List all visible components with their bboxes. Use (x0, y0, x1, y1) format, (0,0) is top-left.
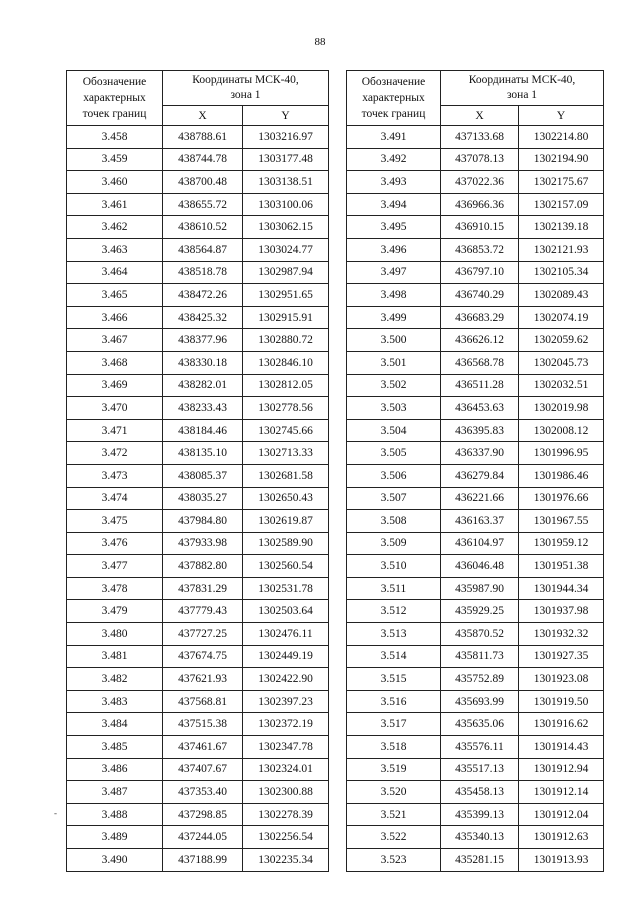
x-coordinate-cell: 437933.98 (163, 532, 243, 555)
x-coordinate-cell: 438788.61 (163, 126, 243, 149)
coord-system-line1: Координаты МСК-40, (192, 74, 299, 86)
coord-system-line1: Координаты МСК-40, (468, 74, 576, 86)
point-id-cell: 3.489 (67, 826, 163, 849)
page-number: 88 (314, 36, 326, 48)
x-coordinate-cell: 436453.63 (441, 397, 519, 420)
point-id-cell: 3.511 (347, 577, 441, 600)
x-coordinate-cell: 436395.83 (441, 419, 519, 442)
table-row (67, 126, 329, 149)
x-coordinate-cell: 436910.15 (441, 216, 519, 239)
point-id-cell: 3.520 (347, 781, 441, 804)
y-coordinate-cell: 1303024.77 (243, 238, 329, 261)
point-id-cell: 3.465 (67, 284, 163, 307)
point-id-cell: 3.486 (67, 758, 163, 781)
y-coordinate-cell: 1302713.33 (243, 442, 329, 465)
table-row (67, 238, 329, 261)
table-row (347, 487, 604, 510)
x-column-header: X (441, 106, 519, 126)
table-row (347, 758, 604, 781)
y-coordinate-cell: 1301986.46 (519, 464, 604, 487)
y-coordinate-cell: 1302650.43 (243, 487, 329, 510)
point-id-cell: 3.517 (347, 713, 441, 736)
point-id-cell: 3.505 (347, 442, 441, 465)
table-row (347, 803, 604, 826)
table-row (67, 351, 329, 374)
x-coordinate-cell: 435458.13 (441, 781, 519, 804)
point-id-cell: 3.495 (347, 216, 441, 239)
point-id-cell: 3.476 (67, 532, 163, 555)
y-coordinate-cell: 1302589.90 (243, 532, 329, 555)
table-row (347, 713, 604, 736)
table-row (347, 826, 604, 849)
y-coordinate-cell: 1301976.66 (519, 487, 604, 510)
x-coordinate-cell: 438377.96 (163, 329, 243, 352)
table-row (67, 442, 329, 465)
y-coordinate-cell: 1302278.39 (243, 803, 329, 826)
table-row (347, 600, 604, 623)
x-coordinate-cell: 436046.48 (441, 555, 519, 578)
point-id-cell: 3.510 (347, 555, 441, 578)
point-id-cell: 3.469 (67, 374, 163, 397)
table-row (347, 284, 604, 307)
table-row (347, 126, 604, 149)
y-coordinate-cell: 1302175.67 (519, 171, 604, 194)
y-coordinate-cell: 1302139.18 (519, 216, 604, 239)
x-coordinate-cell: 436511.28 (441, 374, 519, 397)
table-row (67, 329, 329, 352)
table-row (347, 577, 604, 600)
x-coordinate-cell: 437831.29 (163, 577, 243, 600)
point-id-cell: 3.494 (347, 193, 441, 216)
table-row (67, 623, 329, 646)
point-id-cell: 3.504 (347, 419, 441, 442)
table-row (67, 419, 329, 442)
x-coordinate-cell: 435399.13 (441, 803, 519, 826)
y-coordinate-cell: 1302074.19 (519, 306, 604, 329)
point-id-cell: 3.514 (347, 645, 441, 668)
y-coordinate-cell: 1301912.94 (519, 758, 604, 781)
x-coordinate-cell: 438085.37 (163, 464, 243, 487)
x-coordinate-cell: 435752.89 (441, 668, 519, 691)
table-row (347, 419, 604, 442)
coord-system-header (163, 71, 329, 106)
y-coordinate-cell: 1303062.15 (243, 216, 329, 239)
x-coordinate-cell: 436797.10 (441, 261, 519, 284)
y-column-header: Y (243, 106, 329, 126)
y-coordinate-cell: 1301996.95 (519, 442, 604, 465)
x-coordinate-cell: 438655.72 (163, 193, 243, 216)
point-id-cell: 3.497 (347, 261, 441, 284)
point-id-cell: 3.471 (67, 419, 163, 442)
point-id-cell: 3.482 (67, 668, 163, 691)
y-coordinate-cell: 1302476.11 (243, 623, 329, 646)
x-coordinate-cell: 436221.66 (441, 487, 519, 510)
x-coordinate-cell: 437078.13 (441, 148, 519, 171)
table-row (347, 736, 604, 759)
table-row (67, 284, 329, 307)
y-coordinate-cell: 1302121.93 (519, 238, 604, 261)
table-row (67, 464, 329, 487)
point-id-cell: 3.506 (347, 464, 441, 487)
y-coordinate-cell: 1302235.34 (243, 849, 329, 872)
table-row (347, 171, 604, 194)
y-coordinate-cell: 1302880.72 (243, 329, 329, 352)
table-row (347, 397, 604, 420)
point-id-cell: 3.477 (67, 555, 163, 578)
x-coordinate-cell: 437779.43 (163, 600, 243, 623)
point-id-cell: 3.522 (347, 826, 441, 849)
point-id-cell: 3.496 (347, 238, 441, 261)
y-coordinate-cell: 1301944.34 (519, 577, 604, 600)
y-coordinate-cell: 1302019.98 (519, 397, 604, 420)
table-row (67, 781, 329, 804)
x-coordinate-cell: 437984.80 (163, 510, 243, 533)
table-row (67, 645, 329, 668)
y-coordinate-cell: 1302300.88 (243, 781, 329, 804)
boundary-point-header: Обозначение характерных точек границ (347, 71, 441, 126)
table-row (347, 623, 604, 646)
y-coordinate-cell: 1301951.38 (519, 555, 604, 578)
x-coordinate-cell: 436104.97 (441, 532, 519, 555)
y-coordinate-cell: 1303138.51 (243, 171, 329, 194)
y-coordinate-cell: 1301923.08 (519, 668, 604, 691)
table-row (347, 781, 604, 804)
x-coordinate-cell: 438035.27 (163, 487, 243, 510)
x-coordinate-cell: 438135.10 (163, 442, 243, 465)
y-coordinate-cell: 1302422.90 (243, 668, 329, 691)
y-coordinate-cell: 1302347.78 (243, 736, 329, 759)
point-id-cell: 3.485 (67, 736, 163, 759)
point-id-cell: 3.470 (67, 397, 163, 420)
y-coordinate-cell: 1302503.64 (243, 600, 329, 623)
table-row (347, 216, 604, 239)
x-coordinate-cell: 435340.13 (441, 826, 519, 849)
point-id-cell: 3.523 (347, 849, 441, 872)
y-coordinate-cell: 1302008.12 (519, 419, 604, 442)
x-coordinate-cell: 435635.06 (441, 713, 519, 736)
y-coordinate-cell: 1302256.54 (243, 826, 329, 849)
table-row (67, 577, 329, 600)
x-coordinate-cell: 436626.12 (441, 329, 519, 352)
y-coordinate-cell: 1301937.98 (519, 600, 604, 623)
point-id-cell: 3.488 (67, 803, 163, 826)
x-coordinate-cell: 437674.75 (163, 645, 243, 668)
point-id-cell: 3.466 (67, 306, 163, 329)
y-coordinate-cell: 1301967.55 (519, 510, 604, 533)
x-coordinate-cell: 437133.68 (441, 126, 519, 149)
y-coordinate-cell: 1302089.43 (519, 284, 604, 307)
table-row (347, 510, 604, 533)
point-id-cell: 3.468 (67, 351, 163, 374)
table-row (67, 510, 329, 533)
x-coordinate-cell: 437568.81 (163, 690, 243, 713)
margin-mark: - (54, 808, 57, 818)
table-row (67, 690, 329, 713)
table-row (347, 442, 604, 465)
table-row (347, 555, 604, 578)
table-row (67, 803, 329, 826)
table-row (67, 216, 329, 239)
x-coordinate-cell: 435811.73 (441, 645, 519, 668)
y-coordinate-cell: 1301919.50 (519, 690, 604, 713)
x-coordinate-cell: 436966.36 (441, 193, 519, 216)
y-coordinate-cell: 1301927.35 (519, 645, 604, 668)
table-row (347, 306, 604, 329)
y-coordinate-cell: 1301914.43 (519, 736, 604, 759)
table-row (67, 148, 329, 171)
coord-system-header (441, 71, 604, 106)
table-row (347, 849, 604, 872)
x-coordinate-cell: 436163.37 (441, 510, 519, 533)
x-coordinate-cell: 438233.43 (163, 397, 243, 420)
y-coordinate-cell: 1302105.34 (519, 261, 604, 284)
table-row (67, 600, 329, 623)
point-id-cell: 3.458 (67, 126, 163, 149)
y-coordinate-cell: 1302619.87 (243, 510, 329, 533)
point-id-cell: 3.474 (67, 487, 163, 510)
point-id-cell: 3.512 (347, 600, 441, 623)
x-coordinate-cell: 437515.38 (163, 713, 243, 736)
x-coordinate-cell: 436279.84 (441, 464, 519, 487)
point-id-cell: 3.493 (347, 171, 441, 194)
point-id-cell: 3.490 (67, 849, 163, 872)
point-id-cell: 3.491 (347, 126, 441, 149)
point-id-cell: 3.462 (67, 216, 163, 239)
table-row (67, 487, 329, 510)
point-id-cell: 3.478 (67, 577, 163, 600)
table-row (67, 849, 329, 872)
x-coordinate-cell: 438184.46 (163, 419, 243, 442)
x-coordinate-cell: 436740.29 (441, 284, 519, 307)
y-coordinate-cell: 1302560.54 (243, 555, 329, 578)
table-row (67, 758, 329, 781)
table-row (347, 351, 604, 374)
y-coordinate-cell: 1303100.06 (243, 193, 329, 216)
table-row (67, 193, 329, 216)
coordinates-table-left (66, 70, 329, 872)
point-id-cell: 3.507 (347, 487, 441, 510)
point-id-cell: 3.464 (67, 261, 163, 284)
y-coordinate-cell: 1302987.94 (243, 261, 329, 284)
point-id-cell: 3.492 (347, 148, 441, 171)
y-coordinate-cell: 1302745.66 (243, 419, 329, 442)
y-coordinate-cell: 1302214.80 (519, 126, 604, 149)
point-id-cell: 3.502 (347, 374, 441, 397)
table-row (67, 668, 329, 691)
x-coordinate-cell: 437882.80 (163, 555, 243, 578)
y-coordinate-cell: 1302951.65 (243, 284, 329, 307)
y-coordinate-cell: 1303177.48 (243, 148, 329, 171)
y-coordinate-cell: 1301913.93 (519, 849, 604, 872)
x-coordinate-cell: 438744.78 (163, 148, 243, 171)
x-coordinate-cell: 437461.67 (163, 736, 243, 759)
table-row (347, 532, 604, 555)
x-coordinate-cell: 437353.40 (163, 781, 243, 804)
point-id-cell: 3.487 (67, 781, 163, 804)
y-coordinate-cell: 1302324.01 (243, 758, 329, 781)
x-coordinate-cell: 437298.85 (163, 803, 243, 826)
table-row (347, 261, 604, 284)
x-coordinate-cell: 438518.78 (163, 261, 243, 284)
table-row (347, 329, 604, 352)
x-coordinate-cell: 438564.87 (163, 238, 243, 261)
coordinates-table-right (346, 70, 604, 872)
point-id-cell: 3.513 (347, 623, 441, 646)
x-coordinate-cell: 438425.32 (163, 306, 243, 329)
point-id-cell: 3.498 (347, 284, 441, 307)
x-coordinate-cell: 435576.11 (441, 736, 519, 759)
x-coordinate-cell: 438282.01 (163, 374, 243, 397)
point-id-cell: 3.467 (67, 329, 163, 352)
x-coordinate-cell: 437244.05 (163, 826, 243, 849)
y-coordinate-cell: 1302915.91 (243, 306, 329, 329)
x-coordinate-cell: 438472.26 (163, 284, 243, 307)
y-coordinate-cell: 1302194.90 (519, 148, 604, 171)
point-id-cell: 3.461 (67, 193, 163, 216)
point-id-cell: 3.503 (347, 397, 441, 420)
table-row (347, 690, 604, 713)
x-coordinate-cell: 435987.90 (441, 577, 519, 600)
x-coordinate-cell: 435693.99 (441, 690, 519, 713)
x-column-header: X (163, 106, 243, 126)
y-coordinate-cell: 1301959.12 (519, 532, 604, 555)
point-id-cell: 3.508 (347, 510, 441, 533)
y-coordinate-cell: 1302045.73 (519, 351, 604, 374)
y-coordinate-cell: 1302397.23 (243, 690, 329, 713)
point-id-cell: 3.521 (347, 803, 441, 826)
table-row (67, 826, 329, 849)
point-id-cell: 3.481 (67, 645, 163, 668)
coord-system-line2: зона 1 (230, 89, 261, 101)
boundary-point-header: Обозначение характерных точек границ (67, 71, 163, 126)
y-coordinate-cell: 1302681.58 (243, 464, 329, 487)
table-row (67, 555, 329, 578)
point-id-cell: 3.460 (67, 171, 163, 194)
point-id-cell: 3.483 (67, 690, 163, 713)
x-coordinate-cell: 437188.99 (163, 849, 243, 872)
x-coordinate-cell: 437621.93 (163, 668, 243, 691)
y-coordinate-cell: 1302778.56 (243, 397, 329, 420)
x-coordinate-cell: 436853.72 (441, 238, 519, 261)
point-id-cell: 3.480 (67, 623, 163, 646)
y-coordinate-cell: 1302531.78 (243, 577, 329, 600)
table-row (67, 532, 329, 555)
table-row (67, 713, 329, 736)
x-coordinate-cell: 436683.29 (441, 306, 519, 329)
table-row (67, 171, 329, 194)
coord-system-line2: зона 1 (506, 89, 538, 101)
table-row (347, 148, 604, 171)
y-coordinate-cell: 1302157.09 (519, 193, 604, 216)
point-id-cell: 3.516 (347, 690, 441, 713)
x-coordinate-cell: 435517.13 (441, 758, 519, 781)
table-row (347, 668, 604, 691)
y-coordinate-cell: 1302449.19 (243, 645, 329, 668)
table-row (347, 374, 604, 397)
table-row (347, 193, 604, 216)
y-coordinate-cell: 1302846.10 (243, 351, 329, 374)
point-id-cell: 3.501 (347, 351, 441, 374)
table-row (67, 261, 329, 284)
y-coordinate-cell: 1301912.63 (519, 826, 604, 849)
point-id-cell: 3.499 (347, 306, 441, 329)
point-id-cell: 3.459 (67, 148, 163, 171)
x-coordinate-cell: 435929.25 (441, 600, 519, 623)
point-id-cell: 3.472 (67, 442, 163, 465)
y-coordinate-cell: 1301912.04 (519, 803, 604, 826)
point-id-cell: 3.518 (347, 736, 441, 759)
point-id-cell: 3.463 (67, 238, 163, 261)
x-coordinate-cell: 435870.52 (441, 623, 519, 646)
y-coordinate-cell: 1301932.32 (519, 623, 604, 646)
point-id-cell: 3.515 (347, 668, 441, 691)
y-coordinate-cell: 1302812.05 (243, 374, 329, 397)
point-id-cell: 3.473 (67, 464, 163, 487)
table-row (67, 306, 329, 329)
point-id-cell: 3.484 (67, 713, 163, 736)
y-coordinate-cell: 1303216.97 (243, 126, 329, 149)
x-coordinate-cell: 438700.48 (163, 171, 243, 194)
x-coordinate-cell: 435281.15 (441, 849, 519, 872)
x-coordinate-cell: 437022.36 (441, 171, 519, 194)
point-id-cell: 3.519 (347, 758, 441, 781)
y-coordinate-cell: 1302059.62 (519, 329, 604, 352)
point-id-cell: 3.479 (67, 600, 163, 623)
table-row (347, 238, 604, 261)
table-row (67, 374, 329, 397)
y-coordinate-cell: 1301916.62 (519, 713, 604, 736)
point-id-cell: 3.475 (67, 510, 163, 533)
x-coordinate-cell: 438330.18 (163, 351, 243, 374)
point-id-cell: 3.509 (347, 532, 441, 555)
table-row (347, 645, 604, 668)
table-row (67, 736, 329, 759)
y-coordinate-cell: 1302032.51 (519, 374, 604, 397)
x-coordinate-cell: 436337.90 (441, 442, 519, 465)
x-coordinate-cell: 437727.25 (163, 623, 243, 646)
x-coordinate-cell: 438610.52 (163, 216, 243, 239)
y-coordinate-cell: 1301912.14 (519, 781, 604, 804)
table-row (347, 464, 604, 487)
point-id-cell: 3.500 (347, 329, 441, 352)
x-coordinate-cell: 437407.67 (163, 758, 243, 781)
y-column-header: Y (519, 106, 604, 126)
table-row (67, 397, 329, 420)
x-coordinate-cell: 436568.78 (441, 351, 519, 374)
y-coordinate-cell: 1302372.19 (243, 713, 329, 736)
